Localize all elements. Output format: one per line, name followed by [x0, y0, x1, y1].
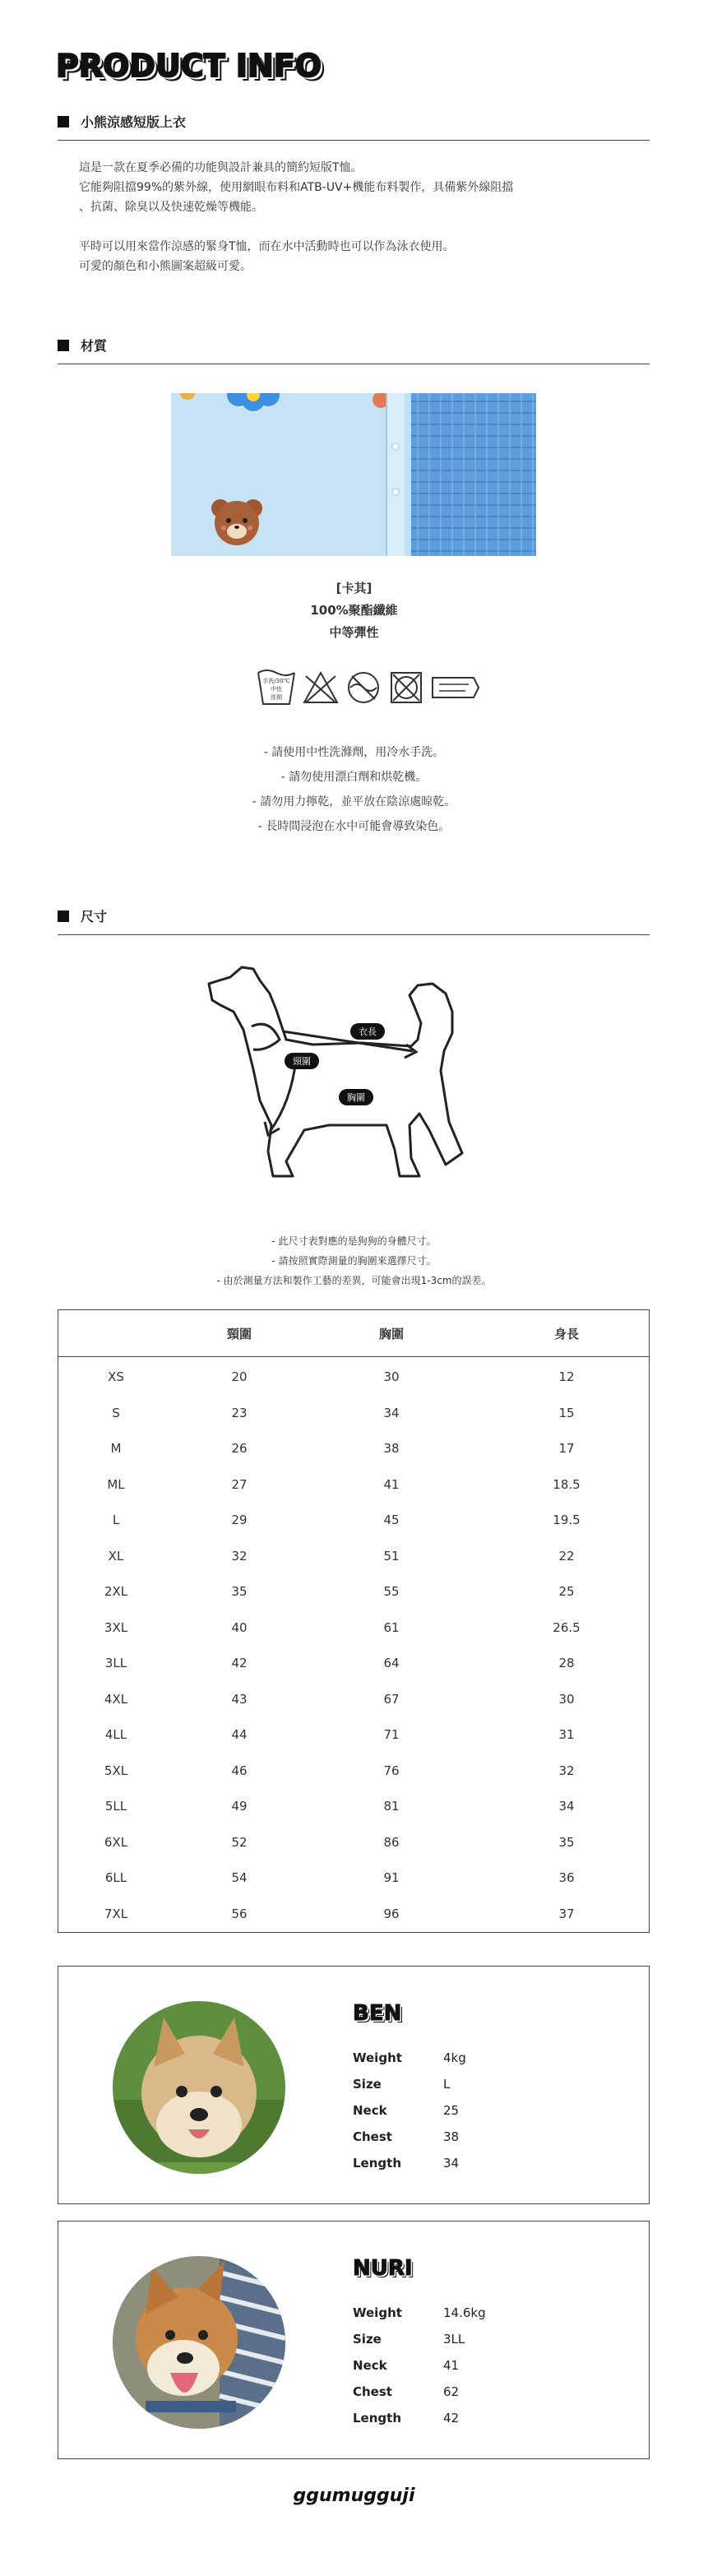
row-chest: 51: [383, 1548, 400, 1564]
care-line: - 長時間浸泡在水中可能會導致染色。: [257, 820, 451, 833]
size-chart-table: [58, 1309, 650, 1933]
row-neck: 32: [231, 1548, 248, 1564]
svg-text:洗劑: 洗劑: [271, 694, 282, 701]
model-chest-value: 62: [443, 2384, 460, 2399]
row-chest: 41: [383, 1476, 400, 1492]
row-chest: 71: [383, 1727, 400, 1742]
model-stat-row: Size L: [353, 2077, 451, 2092]
header-neck: 頸圍: [226, 1327, 252, 1341]
row-chest: 86: [383, 1834, 400, 1850]
fabric-photo: [171, 393, 536, 556]
row-length: 35: [558, 1834, 575, 1850]
care-icons: [255, 665, 485, 711]
row-neck: 20: [231, 1369, 248, 1384]
size-note: - 請按照實際測量的胸圍來選擇尺寸。: [271, 1255, 437, 1267]
row-neck: 44: [231, 1727, 248, 1742]
model-stat-row: Chest 62: [353, 2384, 460, 2399]
section-bullet: [58, 116, 69, 127]
row-size: 5XL: [104, 1763, 128, 1778]
fabric-composition: 100%聚酯纖維: [310, 603, 398, 618]
row-length: 37: [558, 1906, 575, 1921]
model-stat-row: Weight 4kg: [353, 2050, 466, 2065]
row-chest: 38: [383, 1441, 400, 1456]
row-chest: 55: [383, 1584, 400, 1599]
row-size: 3XL: [104, 1619, 128, 1635]
detergent-icon: [433, 678, 479, 697]
model-stat-row: Neck 25: [353, 2103, 460, 2118]
row-neck: 46: [231, 1763, 248, 1778]
section-title-material: 材質: [81, 338, 108, 354]
model-size-value: L: [443, 2077, 451, 2092]
row-length: 12: [558, 1369, 575, 1384]
fabric-elasticity: 中等彈性: [329, 625, 379, 640]
row-length: 32: [558, 1763, 575, 1778]
chest-label: [339, 1089, 373, 1105]
model-name-nuri: NURI: [353, 2256, 413, 2281]
model-stat-row: Size 3LL: [353, 2332, 465, 2347]
row-neck: 35: [231, 1584, 248, 1599]
section-bullet: [58, 910, 69, 922]
row-chest: 91: [383, 1870, 400, 1885]
model-size-value: 3LL: [443, 2332, 465, 2347]
model-stat-row: Length 34: [353, 2156, 460, 2171]
section-divider: [58, 140, 650, 141]
model-stat-row: Chest 38: [353, 2129, 460, 2144]
description-line: 它能夠阻擋99%的紫外線，使用網眼布料和ATB-UV+機能布料製作，具備紫外線阻擋: [79, 181, 514, 194]
row-length: 34: [558, 1799, 575, 1814]
svg-text:中性: 中性: [271, 686, 282, 693]
row-neck: 42: [231, 1656, 248, 1670]
row-chest: 34: [383, 1405, 400, 1420]
row-length: 19.5: [553, 1513, 581, 1527]
row-size: M: [110, 1441, 122, 1456]
size-notes: [0, 1231, 708, 1290]
model-stat-row: Length 42: [353, 2411, 460, 2425]
no-wring-icon: [349, 673, 378, 702]
row-size: 7XL: [104, 1906, 128, 1921]
row-size: 2XL: [104, 1584, 128, 1599]
model-photo-ben: [113, 2001, 285, 2174]
care-line: - 請勿使用漂白劑和烘乾機。: [280, 771, 428, 784]
row-neck: 40: [231, 1619, 248, 1635]
row-length: 22: [558, 1548, 575, 1564]
model-length-value: 34: [443, 2156, 460, 2171]
row-length: 30: [558, 1691, 575, 1707]
row-chest: 45: [383, 1513, 400, 1527]
row-chest: 76: [383, 1763, 400, 1778]
size-note: - 由於測量方法和製作工藝的差異，可能會出現1-3cm的誤差。: [216, 1275, 492, 1286]
row-size: XL: [108, 1548, 124, 1564]
dog-silhouette: [209, 967, 462, 1176]
neck-label: [285, 1053, 319, 1069]
row-neck: 27: [231, 1476, 248, 1492]
row-length: 18.5: [553, 1476, 581, 1492]
no-tumble-dry-icon: [391, 673, 421, 702]
row-size: XS: [108, 1369, 124, 1384]
model-length-value: 42: [443, 2411, 460, 2425]
model-stat-row: Weight 14.6kg: [353, 2305, 486, 2320]
row-size: 3LL: [104, 1656, 127, 1670]
row-neck: 43: [231, 1691, 248, 1707]
row-length: 31: [558, 1727, 575, 1742]
brand-logo: ggumugguji: [293, 2486, 415, 2506]
model-chest-value: 38: [443, 2129, 460, 2144]
hand-wash-icon: [258, 670, 294, 704]
row-length: 17: [558, 1441, 575, 1456]
fabric-color: [卡其]: [335, 581, 373, 595]
row-chest: 81: [383, 1799, 400, 1814]
model-stat-row: Neck 41: [353, 2358, 460, 2373]
header-length: 身長: [553, 1327, 579, 1341]
row-chest: 64: [383, 1656, 400, 1670]
row-neck: 56: [231, 1906, 248, 1921]
care-line: - 請勿用力擰乾，並平放在陰涼處晾乾。: [252, 795, 456, 808]
row-length: 25: [558, 1584, 575, 1599]
row-size: 6LL: [104, 1870, 127, 1885]
model-name-ben: BEN: [353, 2001, 402, 2026]
row-neck: 54: [231, 1870, 248, 1885]
header-chest: 胸圍: [378, 1327, 404, 1341]
row-chest: 30: [383, 1369, 400, 1384]
svg-text:胸圍: 胸圍: [347, 1092, 365, 1103]
row-neck: 29: [231, 1513, 248, 1527]
row-chest: 96: [383, 1906, 400, 1921]
size-table-header: [58, 1310, 649, 1357]
description-line: 平時可以用來當作涼感的緊身T恤，而在水中活動時也可以作為泳衣使用。: [79, 240, 455, 253]
no-bleach-icon: [304, 673, 337, 702]
row-chest: 61: [383, 1619, 400, 1635]
row-size: 5LL: [104, 1799, 127, 1814]
row-chest: 67: [383, 1691, 400, 1707]
description-line: 這是一款在夏季必備的功能與設計兼具的簡約短版T恤。: [79, 161, 363, 174]
row-size: 4XL: [104, 1691, 128, 1707]
section-divider: [58, 934, 650, 935]
model-card-nuri: [58, 2221, 650, 2459]
page-title: PRODUCT INFO: [56, 48, 322, 84]
size-note: - 此尺寸表對應的是狗狗的身體尺寸。: [271, 1235, 437, 1247]
row-length: 15: [558, 1405, 575, 1420]
description-line: 可愛的顏色和小熊圖案超級可愛。: [79, 260, 252, 273]
dog-measurement-diagram: [206, 961, 518, 1224]
row-length: 36: [558, 1870, 575, 1885]
row-neck: 52: [231, 1834, 248, 1850]
model-weight-value: 4kg: [443, 2050, 466, 2065]
model-neck-value: 41: [443, 2358, 460, 2373]
row-neck: 23: [231, 1405, 248, 1420]
length-label: [350, 1023, 385, 1040]
svg-text:手洗/30℃: 手洗/30℃: [262, 678, 290, 684]
row-length: 28: [558, 1656, 575, 1670]
row-length: 26.5: [553, 1619, 581, 1635]
row-size: 6XL: [104, 1834, 128, 1850]
model-card-ben: [58, 1966, 650, 2204]
row-size: ML: [107, 1476, 125, 1492]
row-neck: 49: [231, 1799, 248, 1814]
description-line: 、抗菌、除臭以及快速乾燥等機能。: [79, 201, 263, 214]
row-size: L: [112, 1513, 120, 1527]
model-weight-value: 14.6kg: [443, 2305, 486, 2320]
svg-text:衣長: 衣長: [359, 1026, 377, 1037]
model-neck-value: 25: [443, 2103, 460, 2118]
care-line: - 請使用中性洗滌劑，用冷水手洗。: [263, 746, 445, 759]
row-size: 4LL: [104, 1727, 127, 1742]
model-photo-nuri: [113, 2256, 285, 2429]
section-bullet: [58, 340, 69, 351]
product-description: [79, 158, 655, 276]
row-size: S: [112, 1405, 120, 1420]
row-neck: 26: [231, 1441, 248, 1456]
section-title-size: 尺寸: [81, 909, 108, 924]
care-instructions: [0, 740, 708, 839]
section-title-product: 小熊涼感短版上衣: [81, 114, 187, 130]
svg-text:頸圍: 頸圍: [293, 1056, 311, 1067]
